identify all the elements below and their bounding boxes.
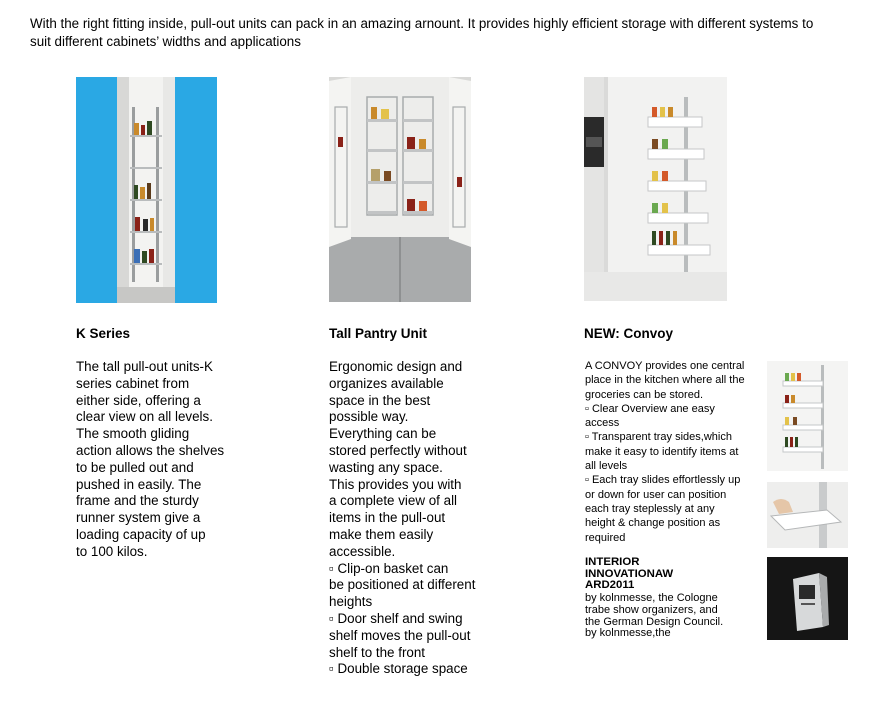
convoy-illustration — [584, 77, 727, 301]
text-line: The tall pull-out units-K — [76, 359, 213, 374]
text-line: frame and the sturdy — [76, 493, 199, 509]
text-line: by kolnmesse,the — [585, 627, 671, 640]
text-line: be positioned at different — [329, 577, 476, 593]
text-line: required — [585, 531, 626, 544]
text-line: loading capacity of up — [76, 526, 206, 542]
text-line: ▫ Clear Overview ane easy — [585, 402, 715, 415]
text-line: height & change position as — [585, 517, 721, 530]
text-line: all levels — [585, 460, 628, 473]
k-series-description — [76, 359, 224, 561]
text-line: by kolnmesse, the Cologne — [585, 592, 718, 604]
text-line: make it easy to identify items at — [585, 445, 739, 458]
convoy-photo — [584, 77, 727, 301]
text-line: the German Design Council. — [585, 615, 724, 628]
text-line: each tray steplessly at any — [585, 502, 715, 515]
text-line: series cabinet from — [76, 375, 190, 391]
text-line: space in the best — [329, 392, 431, 408]
award-trophy-photo — [767, 557, 848, 640]
tall-pantry-title: Tall Pantry Unit — [329, 326, 428, 341]
text-line: shelf to the front — [329, 644, 426, 660]
convoy-thumbnail-unit — [767, 361, 848, 471]
text-line: Ergonomic design and — [329, 359, 463, 374]
award-title-line: INTERIOR — [585, 556, 640, 568]
tall-pantry-description — [329, 359, 475, 678]
text-line: to 100 kilos. — [76, 543, 148, 559]
award-trophy-illustration — [767, 557, 848, 640]
convoy-thumbnail-tray — [767, 482, 848, 548]
text-line: runner system give a — [76, 510, 201, 526]
text-line: ▫ Double storage space — [329, 661, 468, 677]
text-line: organizes available — [329, 375, 444, 391]
award-title — [585, 557, 673, 592]
text-line: wasting any space. — [329, 459, 443, 475]
k-series-illustration — [76, 77, 217, 303]
text-line: a complete view of all — [329, 493, 458, 509]
text-line: Everything can be — [329, 426, 437, 442]
convoy-unit-illustration — [767, 361, 848, 471]
k-series-photo — [76, 77, 217, 303]
intro-line: With the right fitting inside, pull-out units can pack in an amazing arnount. It provides highly efficient storage with different systems to — [30, 16, 814, 31]
text-line: ▫ Transparent tray sides,which — [585, 431, 732, 444]
tall-pantry-illustration — [329, 77, 471, 302]
text-line: This provides you with — [329, 476, 462, 492]
text-line: ▫ Door shelf and swing — [329, 610, 463, 626]
text-line: clear view on all levels. — [76, 409, 213, 425]
award-description — [585, 593, 723, 640]
text-line: either side, offering a — [76, 392, 201, 408]
text-line: place in the kitchen where all the — [585, 374, 745, 387]
text-line: A CONVOY provides one central — [585, 360, 745, 372]
award-title-line: INNOVATIONAW — [585, 567, 674, 580]
text-line: to be pulled out and — [76, 459, 194, 475]
text-line: access — [585, 417, 620, 430]
convoy-description — [585, 359, 745, 545]
text-line: possible way. — [329, 409, 409, 425]
k-series-title: K Series — [76, 326, 131, 341]
convoy-title: NEW: Convoy — [584, 326, 674, 341]
text-line: make them easily — [329, 526, 434, 542]
text-line: stored perfectly without — [329, 442, 467, 458]
text-line: shelf moves the pull-out — [329, 627, 471, 643]
text-line: or down for user can position — [585, 488, 727, 501]
text-line: The smooth gliding — [76, 426, 190, 442]
text-line: trabe show organizers, and — [585, 603, 718, 616]
text-line: items in the pull-out — [329, 510, 446, 526]
text-line: accessible. — [329, 543, 396, 559]
intro-paragraph — [30, 15, 860, 51]
text-line: action allows the shelves — [76, 442, 225, 458]
text-line: ▫ Each tray slides effortlessly up — [585, 474, 741, 487]
text-line: groceries can be stored. — [585, 388, 704, 401]
tall-pantry-photo — [329, 77, 471, 302]
text-line: ▫ Clip-on basket can — [329, 560, 449, 576]
intro-line: suit different cabinets’ widths and applications — [30, 34, 301, 49]
text-line: heights — [329, 594, 373, 610]
text-line: pushed in easily. The — [76, 476, 202, 492]
convoy-tray-illustration — [767, 482, 848, 548]
award-title-line: ARD2011 — [585, 579, 635, 591]
